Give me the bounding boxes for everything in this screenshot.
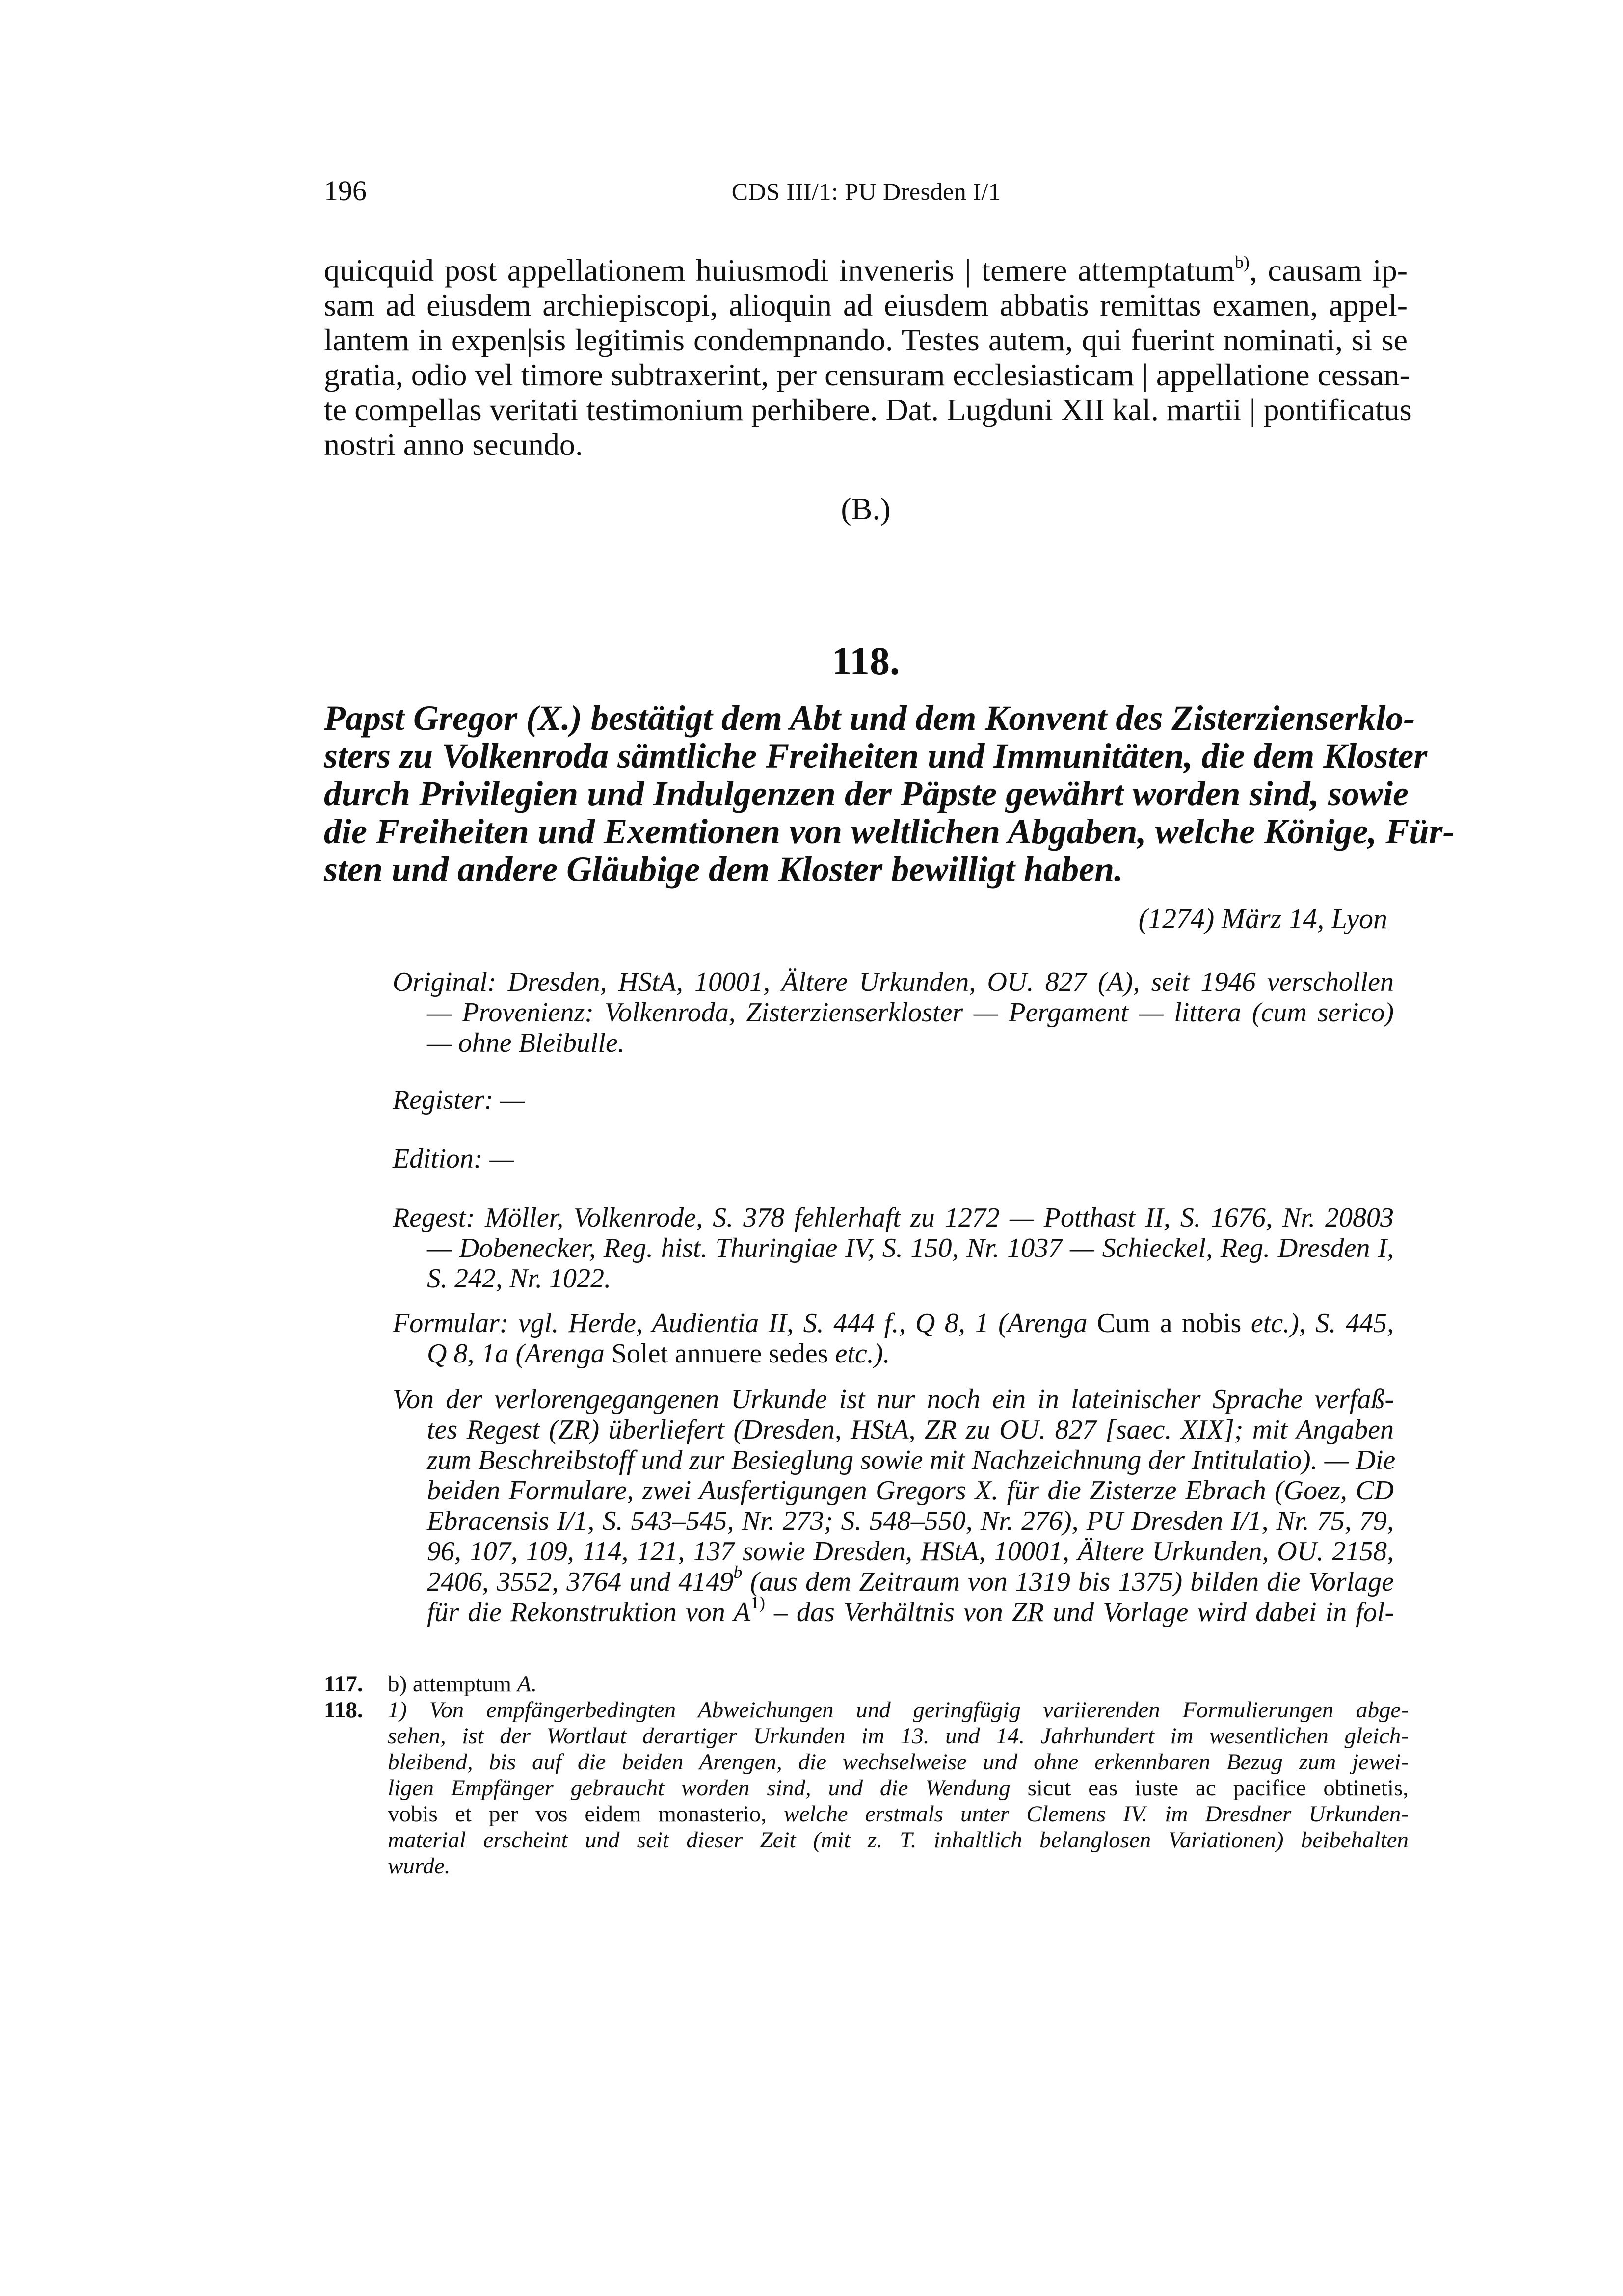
footnote-marker: 1) <box>750 1593 765 1612</box>
title-line: sters zu Volkenroda sämtliche Freiheiten und Immunitäten, die dem Kloster <box>324 736 1428 775</box>
footnote-line: material erscheint und seit dieser Zeit (mit z. T. inhaltlich belanglosen Variationen) beibehalten <box>388 1827 1409 1853</box>
meta-line: 96, 107, 109, 114, 121, 137 sowie Dresden, HStA, 10001, Ältere Urkunden, OU. 2158, <box>427 1536 1394 1567</box>
meta-line: Ebracensis I/1, S. 543–545, Nr. 273; S. 548–550, Nr. 276), PU Dresden I/1, Nr. 75, 79, <box>427 1506 1394 1536</box>
page-number: 196 <box>324 175 367 207</box>
meta-line: Formular: vgl. Herde, Audientia II, S. 444 f., Q 8, 1 (Arenga Cum a nobis etc.), S. 445, <box>393 1308 1394 1338</box>
previous-document-text <box>324 252 1412 462</box>
document-number: 118. <box>831 639 900 683</box>
footnote-line: 1) Von empfängerbedingten Abweichungen und geringfügig variierenden Formulierungen abge- <box>388 1697 1409 1723</box>
date-place: (1274) März 14, Lyon <box>1138 903 1387 934</box>
footnote-line: ligen Empfänger gebraucht worden sind, und die Wendung sicut eas iuste ac pacifice obtinetis, <box>388 1775 1409 1801</box>
title-line: Papst Gregor (X.) bestätigt dem Abt und dem Konvent des Zisterzienserklo- <box>324 698 1415 738</box>
edition-note: Edition: — <box>393 1144 514 1174</box>
page-header <box>324 174 1409 214</box>
title-line: durch Privilegien und Indulgenzen der Päpste gewährt worden sind, sowie <box>324 774 1409 813</box>
footnote-marker: b) <box>1234 252 1250 272</box>
superscript-marker: b <box>733 1562 743 1582</box>
register-note: Register: — <box>393 1085 525 1115</box>
meta-line: — Dobenecker, Reg. hist. Thuringiae IV, S. 150, Nr. 1037 — Schieckel, Reg. Dresden I, <box>427 1233 1394 1263</box>
meta-line: Von der verlorengegangenen Urkunde ist nur noch ein in lateinischer Sprache verfaß- <box>393 1384 1394 1415</box>
meta-line: S. 242, Nr. 1022. <box>427 1263 611 1294</box>
meta-line: Regest: Möller, Volkenrode, S. 378 fehlerhaft zu 1272 — Potthast II, S. 1676, Nr. 20803 <box>393 1202 1394 1233</box>
meta-line: 2406, 3552, 3764 und 4149$^b$ (aus dem Zeitraum von 1319 bis 1375) bilden die Vorlage <box>427 1562 1394 1597</box>
title-line: die Freiheiten und Exemtionen von weltlichen Abgaben, welche Könige, Für- <box>324 812 1455 851</box>
commentary-note <box>393 1384 1394 1628</box>
meta-line: — ohne Bleibulle. <box>427 1028 625 1058</box>
document-regest-title <box>324 698 1455 889</box>
footnote-label: 117. <box>324 1671 363 1697</box>
footnote-118 <box>324 1697 1408 1923</box>
meta-line: Q 8, 1a (Arenga Solet annuere sedes etc.). <box>427 1338 890 1369</box>
text-line: nostri anno secundo. <box>324 427 583 462</box>
footnote-line: vobis et per vos eidem monasterio, welche erstmals unter Clemens IV. im Dresdner Urkunden- <box>388 1801 1409 1827</box>
regest-note <box>393 1202 1394 1294</box>
original-note <box>393 967 1394 1058</box>
running-title: CDS III/1: PU Dresden I/1 <box>731 178 1001 205</box>
meta-line: zum Beschreibstoff und zur Besieglung sowie mit Nachzeichnung der Intitulatio). — Die <box>427 1445 1396 1475</box>
footnote-line: sehen, ist der Wortlaut derartiger Urkunden im 13. und 14. Jahrhundert im wesentlichen gleich- <box>388 1723 1409 1749</box>
meta-line: beiden Formulare, zwei Ausfertigungen Gregors X. für die Zisterze Ebrach (Goez, CD <box>427 1475 1394 1506</box>
scribe-signature: (B.) <box>841 491 891 526</box>
text-line: gratia, odio vel timore subtraxerint, per censuram ecclesiasticam | appellatione cessan- <box>324 357 1410 392</box>
footnote-line: bleibend, bis auf die beiden Arengen, die wechselweise und ohne erkennbaren Bezug zum jewei- <box>388 1749 1409 1775</box>
text-line: quicquid post appellationem huiusmodi inveneris | temere attemptatum$^{b)}$, causam ip- <box>324 252 1408 288</box>
meta-line: tes Regest (ZR) überliefert (Dresden, HStA, ZR zu OU. 827 [saec. XIX]; mit Angaben <box>427 1415 1394 1445</box>
footnote-117: 117. b) attemptum A. <box>324 1671 537 1697</box>
title-line: sten und andere Gläubige dem Kloster bewilligt haben. <box>324 850 1123 889</box>
meta-line: für die Rekonstruktion von $A^{1)}$ – das Verhältnis von ZR und Vorlage wird dabei in fol- <box>427 1593 1394 1628</box>
meta-line: Original: Dresden, HStA, 10001, Ältere Urkunden, OU. 827 (A), seit 1946 verschollen <box>393 967 1394 997</box>
footnote-line: wurde. <box>388 1853 451 1879</box>
text-line: lantem in expen|sis legitimis condempnando. Testes autem, qui fuerint nominati, si se <box>324 322 1408 357</box>
footnote-label: 118. <box>324 1697 363 1723</box>
text-line: te compellas veritati testimonium perhibere. Dat. Lugduni XII kal. martii | pontificatus <box>324 392 1412 427</box>
formular-note <box>393 1308 1394 1369</box>
text-line: sam ad eiusdem archiepiscopi, alioquin ad eiusdem abbatis remittas examen, appel- <box>324 288 1408 322</box>
meta-line: — Provenienz: Volkenroda, Zisterzienserkloster — Pergament — littera (cum serico) <box>427 997 1394 1028</box>
